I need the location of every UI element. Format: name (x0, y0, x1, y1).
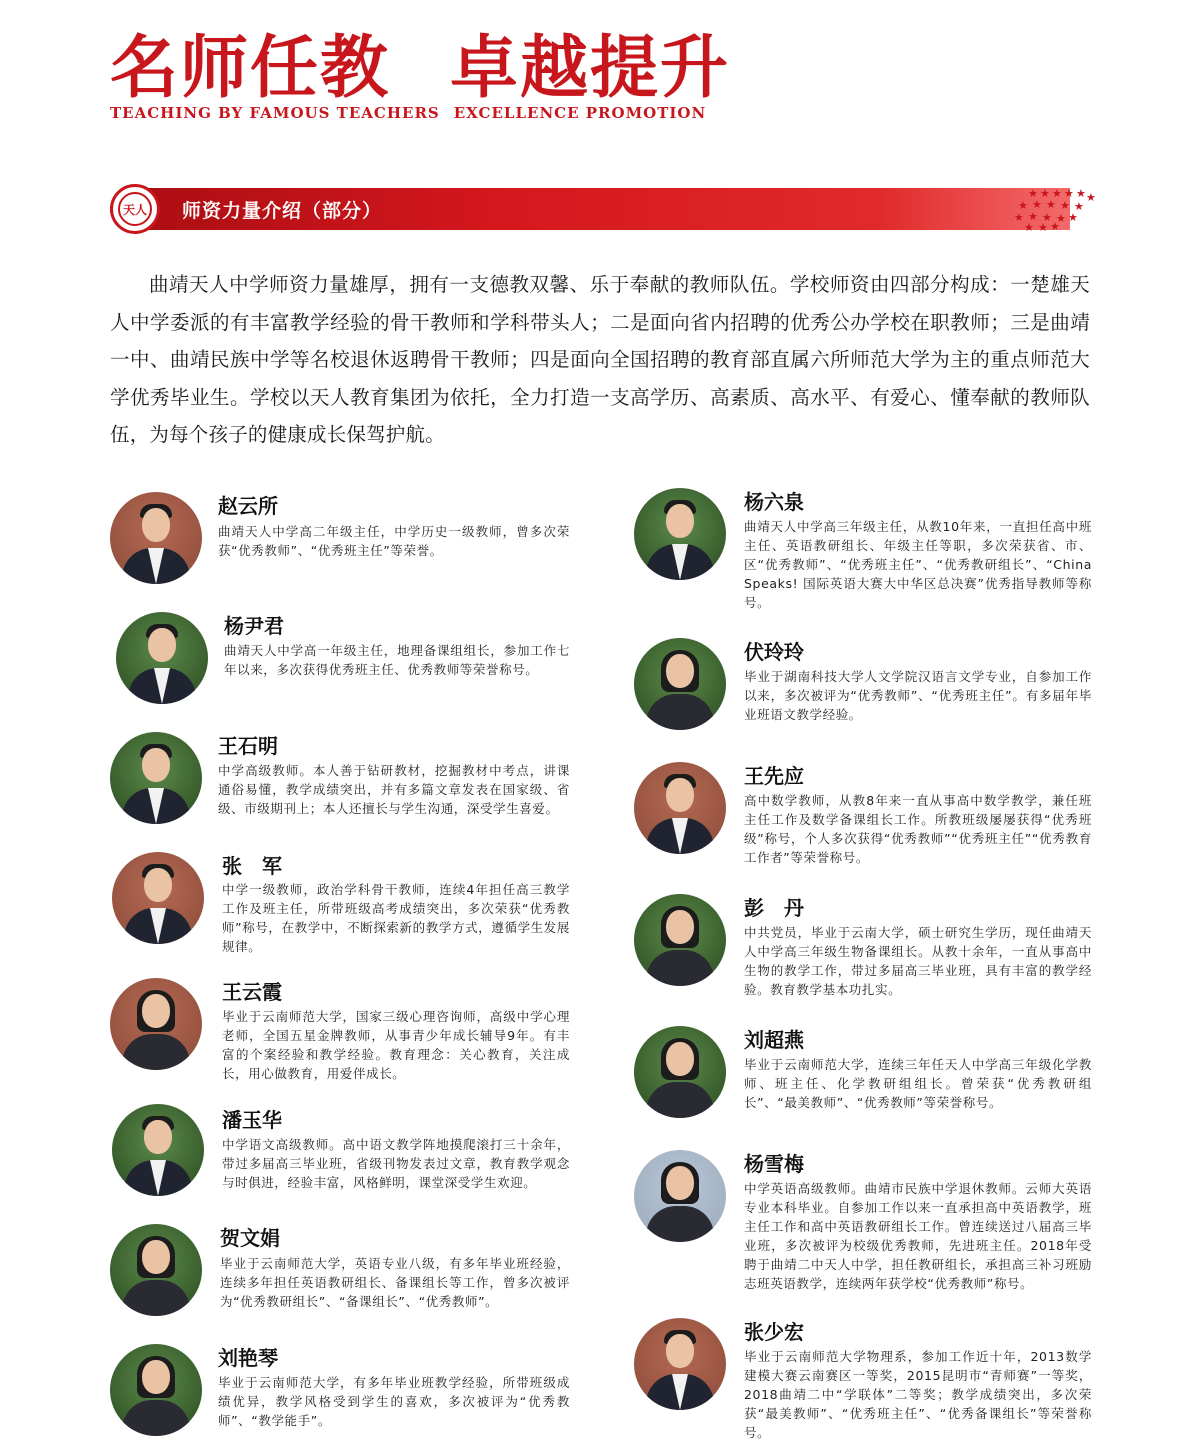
teacher-description: 曲靖天人中学高二年级主任，中学历史一级教师，曾多次荣获“优秀教师”、“优秀班主任”等荣誉。 (218, 524, 570, 558)
teacher-name: 赵云所 (218, 494, 278, 518)
teacher-description: 曲靖天人中学高三年级主任，从教10年来，一直担任高中班主任、英语教研组长、年级主任等职，多次荣获省、市、区“优秀教师”、“优秀班主任”、“优秀教研组长”、“China Speaks! 国际英语大赛大中华区总决赛”优秀指导教师等称号。 (744, 519, 1092, 610)
teacher-description: 中学高级教师。本人善于钻研教材，挖掘教材中考点，讲课通俗易懂，教学成绩突出，并有多篇文章发表在国家级、省级、市级期刊上；本人还擅长与学生沟通，深受学生喜爱。 (218, 763, 570, 816)
intro-paragraph: 曲靖天人中学师资力量雄厚，拥有一支德教双馨、乐于奉献的教师队伍。学校师资由四部分构成：一楚雄天人中学委派的有丰富教学经验的骨干教师和学科带头人；二是面向省内招聘的优秀公办学校在职教师；三是曲靖一中、曲靖民族中学等名校退休返聘骨干教师；四是面向全国招聘的教育部直属六所师范大学为主的重点师范大学优秀毕业生。学校以天人教育集团为依托，全力打造一支高学历、高素质、高水平、有爱心、懂奉献的教师队伍，为每个孩子的健康成长保驾护航。 (110, 273, 1090, 446)
title-part-2: 卓越提升 (450, 28, 731, 108)
section-title: 师资力量介绍（部分） (182, 200, 383, 222)
teacher-description: 毕业于云南师范大学，连续三年任天人中学高三年级化学教师、班主任、化学教研组组长。曾荣获“优秀教研组长”、“最美教师”、“优秀教师”等荣誉称号。 (744, 1057, 1092, 1110)
title-part-1: 名师任教 (110, 28, 391, 108)
teacher-description: 中共党员，毕业于云南大学，硕士研究生学历，现任曲靖天人中学高三年级生物备课组长。从教十余年，一直从事高中生物的教学工作，带过多届高三毕业班，具有丰富的教学经验。教育教学基本功扎实。 (744, 925, 1092, 997)
stars-decoration-icon: ★ ★ ★ ★ ★ ★ ★ ★ ★ ★ ★ ★ ★ ★ ★ ★ ★ ★ ★ (1014, 187, 1096, 234)
teacher-description: 毕业于云南师范大学，英语专业八级，有多年毕业班经验，连续多年担任英语教研组长、备课组长等工作，曾多次被评为“优秀教研组长”、“备课组长”、“优秀教师”。 (220, 1256, 570, 1309)
teacher-name: 张少宏 (744, 1320, 804, 1344)
teacher-name: 王先应 (744, 764, 804, 788)
teacher-photo (634, 638, 726, 730)
teacher-photo (634, 1150, 726, 1242)
teacher-name: 彭 丹 (744, 896, 804, 920)
teacher-description: 毕业于云南师范大学，有多年毕业班教学经验，所带班级成绩优异，教学风格受到学生的喜欢，多次被评为“优秀教师”、“教学能手”。 (218, 1375, 570, 1428)
teacher-description: 毕业于云南师范大学物理系，参加工作近十年，2013数学建模大赛云南赛区一等奖，2015昆明市“青师赛”一等奖，2018曲靖二中“学联体”二等奖；教学成绩突出，多次荣获“最美教师”、“优秀班主任”、“优秀备课组长”等荣誉称号。 (744, 1349, 1092, 1440)
teacher-name: 杨雪梅 (744, 1152, 804, 1176)
teacher-photo (110, 1344, 202, 1436)
teacher-description: 毕业于云南师范大学，国家三级心理咨询师，高级中学心理老师，全国五星金牌教师，从事青少年成长辅导9年。有丰富的个案经验和教学经验。教育理念：关心教育，关注成长，用心做教育，用爱伴成长。 (222, 1009, 570, 1081)
teacher-name: 张 军 (222, 854, 282, 878)
teacher-photo (110, 492, 202, 584)
teacher-photo (634, 762, 726, 854)
teacher-name: 伏玲玲 (744, 640, 804, 664)
subtitle-part-2: EXCELLENCE PROMOTION (453, 104, 707, 122)
subtitle-part-1: TEACHING BY FAMOUS TEACHERS (110, 104, 440, 122)
teacher-description: 中学语文高级教师。高中语文教学阵地摸爬滚打三十余年，带过多届高三毕业班，省级刊物发表过文章，教育教学观念与时俱进，经验丰富，风格鲜明，课堂深受学生欢迎。 (222, 1137, 570, 1190)
teacher-photo (634, 1026, 726, 1118)
teacher-name: 王云霞 (222, 980, 282, 1004)
teacher-description: 中学英语高级教师。曲靖市民族中学退休教师。云师大英语专业本科毕业。自参加工作以来一直承担高中英语教学，班主任工作和高中英语教研组长工作。曾连续送过八届高三毕业班，多次被评为校级优秀教师，先进班主任。2018年受聘于曲靖二中天人中学，担任教研组长，承担高三补习班励志班英语教学，连续两年获学校“优秀教师”称号。 (744, 1181, 1092, 1291)
teacher-photo (110, 1224, 202, 1316)
teacher-name: 杨尹君 (224, 614, 284, 638)
teacher-name: 刘超燕 (744, 1028, 804, 1052)
school-emblem-icon: 天人 (110, 184, 160, 234)
teacher-photo (110, 732, 202, 824)
teacher-name: 杨六泉 (744, 490, 804, 514)
teacher-photo (634, 1318, 726, 1410)
teacher-description: 曲靖天人中学高一年级主任，地理备课组组长，参加工作七年以来，多次获得优秀班主任、优秀教师等荣誉称号。 (224, 643, 570, 677)
teacher-description: 毕业于湖南科技大学人文学院汉语言文学专业，自参加工作以来，多次被评为“优秀教师”、“优秀班主任”。有多届年毕业班语文教学经验。 (744, 669, 1092, 722)
teacher-name: 贺文娟 (220, 1226, 280, 1250)
teacher-name: 刘艳琴 (218, 1346, 278, 1370)
teacher-name: 潘玉华 (222, 1108, 282, 1132)
teacher-description: 高中数学教师，从教8年来一直从事高中数学教学，兼任班主任工作及数学备课组长工作。所教班级屡屡获得“优秀班级”称号，个人多次获得“优秀教师”“优秀班主任”“优秀教育工作者”等荣誉称号。 (744, 793, 1092, 865)
page-title (110, 14, 731, 108)
teacher-photo (634, 894, 726, 986)
teacher-photo (112, 852, 204, 944)
teacher-description: 中学一级教师，政治学科骨干教师，连续4年担任高三教学工作及班主任，所带班级高考成绩突出，多次荣获“优秀教师”称号，在教学中，不断探索新的教学方式，遵循学生发展规律。 (222, 882, 570, 954)
page-subtitle (110, 104, 706, 122)
teacher-photo (112, 1104, 204, 1196)
teacher-photo (116, 612, 208, 704)
teacher-photo (634, 488, 726, 580)
teacher-photo (110, 978, 202, 1070)
teacher-name: 王石明 (218, 734, 278, 758)
